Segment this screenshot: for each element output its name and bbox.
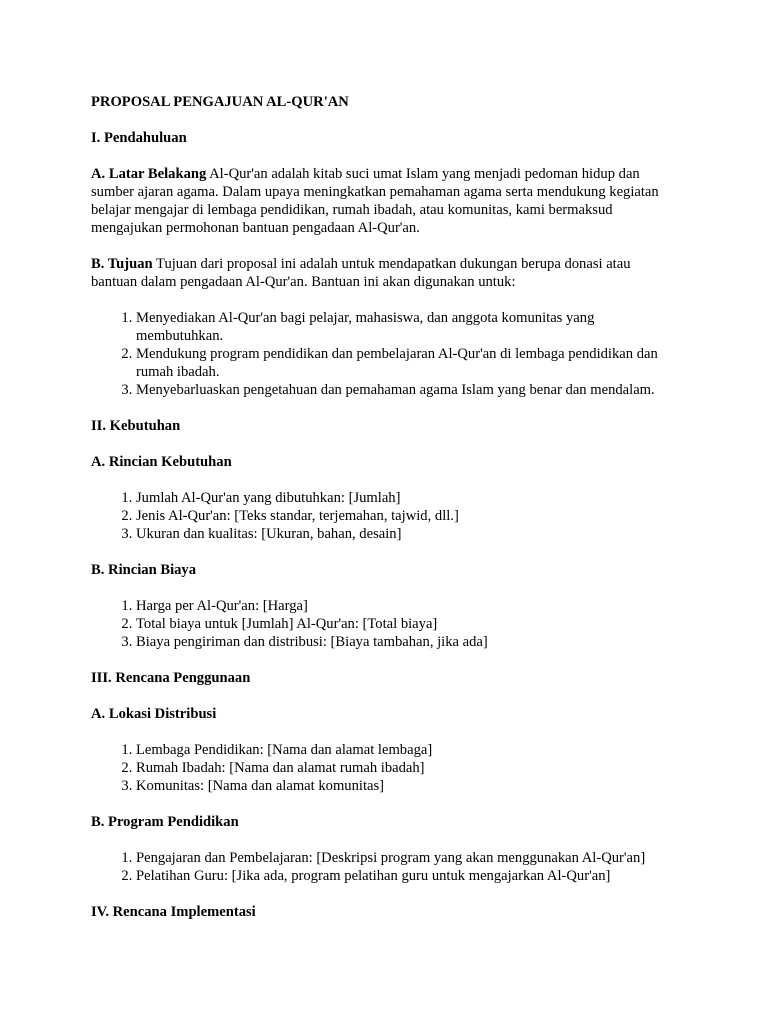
tujuan-label: B. Tujuan [91, 256, 153, 272]
tujuan-text: Tujuan dari proposal ini adalah untuk mendapatkan dukungan berupa donasi atau bantuan dalam pengadaan Al-Qur'an. Bantuan ini akan digunakan untuk: [91, 256, 631, 290]
list-item: 1. Harga per Al-Qur'an: [Harga] [136, 597, 678, 615]
lokasi-distribusi-list [91, 741, 678, 795]
list-item: 1. Jumlah Al-Qur'an yang dibutuhkan: [Jumlah] [136, 489, 678, 507]
program-pendidikan-list [91, 849, 678, 885]
rincian-biaya-list [91, 597, 678, 651]
section-heading-rencana-implementasi: IV. Rencana Implementasi [91, 904, 256, 920]
list-item: 3. Biaya pengiriman dan distribusi: [Biaya tambahan, jika ada] [136, 633, 678, 651]
tujuan-list [91, 309, 678, 399]
list-item: 2. Mendukung program pendidikan dan pembelajaran Al-Qur'an di lembaga pendidikan dan rumah ibadah. [136, 345, 678, 381]
list-item: 2. Pelatihan Guru: [Jika ada, program pelatihan guru untuk mengajarkan Al-Qur'an] [136, 867, 678, 885]
list-item: 3. Komunitas: [Nama dan alamat komunitas] [136, 777, 678, 795]
list-item: 3. Menyebarluaskan pengetahuan dan pemahaman agama Islam yang benar dan mendalam. [136, 381, 678, 399]
paragraph-latar-belakang [91, 165, 678, 237]
list-item: 1. Lembaga Pendidikan: [Nama dan alamat lembaga] [136, 741, 678, 759]
rincian-kebutuhan-list [91, 489, 678, 543]
list-item: 2. Total biaya untuk [Jumlah] Al-Qur'an: [Total biaya] [136, 615, 678, 633]
list-item: 1. Menyediakan Al-Qur'an bagi pelajar, mahasiswa, dan anggota komunitas yang membutuhkan. [136, 309, 678, 345]
latar-belakang-label: A. Latar Belakang [91, 166, 207, 182]
subheading-rincian-biaya: B. Rincian Biaya [91, 562, 197, 578]
subheading-program-pendidikan: B. Program Pendidikan [91, 814, 239, 830]
section-heading-kebutuhan: II. Kebutuhan [91, 418, 181, 434]
document-title: PROPOSAL PENGAJUAN AL-QUR'AN [91, 94, 349, 110]
subheading-lokasi-distribusi: A. Lokasi Distribusi [91, 706, 217, 722]
subheading-rincian-kebutuhan: A. Rincian Kebutuhan [91, 454, 232, 470]
list-item: 1. Pengajaran dan Pembelajaran: [Deskripsi program yang akan menggunakan Al-Qur'an] [136, 849, 678, 867]
latar-belakang-text: Al-Qur'an adalah kitab suci umat Islam yang menjadi pedoman hidup dan sumber ajaran agama. Dalam upaya meningkatkan pemahaman agama serta mendukung kegiatan belajar mengajar di lembaga pendidikan, rumah ibadah, atau komunitas, kami bermaksud mengajukan permohonan bantuan pengadaan Al-Qur'an. [91, 166, 659, 236]
section-heading-pendahuluan: I. Pendahuluan [91, 130, 187, 146]
list-item: 2. Jenis Al-Qur'an: [Teks standar, terjemahan, tajwid, dll.] [136, 507, 678, 525]
list-item: 2. Rumah Ibadah: [Nama dan alamat rumah ibadah] [136, 759, 678, 777]
list-item: 3. Ukuran dan kualitas: [Ukuran, bahan, desain] [136, 525, 678, 543]
paragraph-tujuan [91, 255, 678, 291]
section-heading-rencana-penggunaan: III. Rencana Penggunaan [91, 670, 251, 686]
